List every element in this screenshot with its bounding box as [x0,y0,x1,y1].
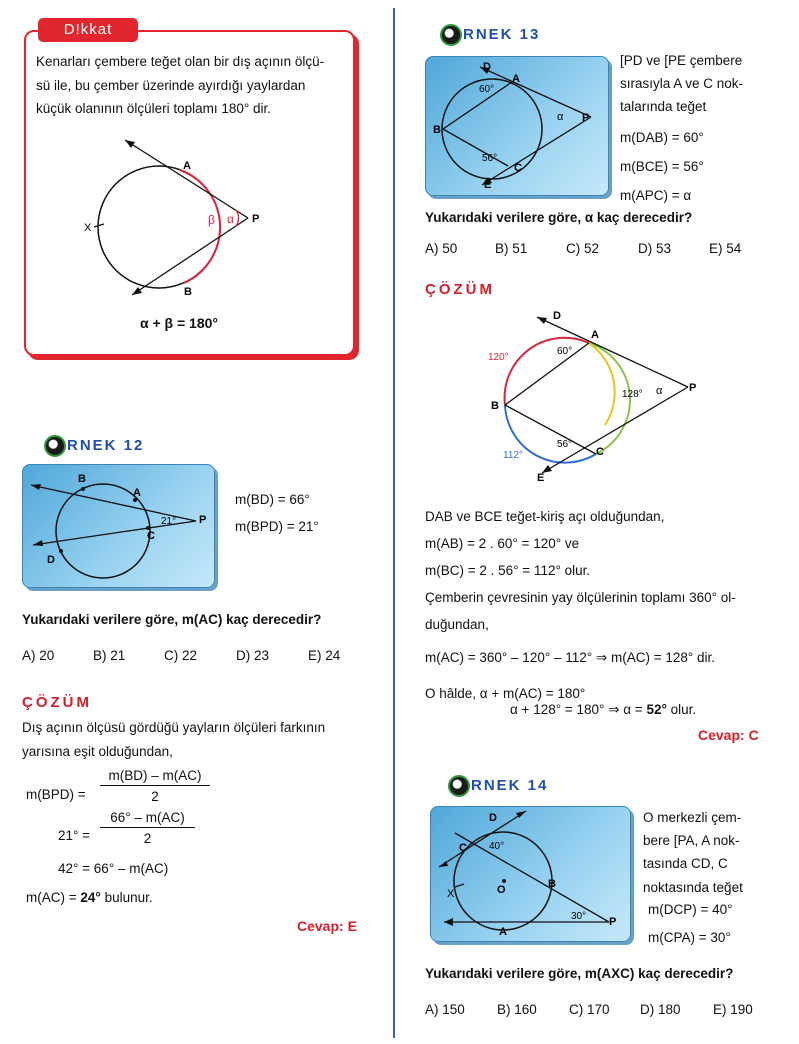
svg-text:D: D [483,61,491,73]
option-e[interactable]: E) 54 [709,241,742,256]
given-line: m(DAB) = 60° [620,130,704,145]
ornek13-desc [620,49,743,119]
dikkat-tangent-b [132,218,248,295]
svg-text:B: B [491,400,499,412]
cozum13-heading: ÇÖZÜM [425,281,495,298]
svg-text:P: P [689,382,697,394]
eq1-fraction [100,768,210,804]
cozum13-final: α + 128° = 180° ⇒ α = 52° olur. [510,702,697,717]
eq2-den: 2 [143,831,152,846]
svg-text:P: P [199,514,207,526]
eq4: m(AC) = 24° bulunur. [26,890,153,905]
svg-text:E: E [484,179,492,191]
cozum-line: yarısına eşit olduğundan, [22,743,173,759]
ornek12-question: Yukarıdaki verilere göre, m(AC) kaç derecedir? [22,612,322,627]
cozum-line: DAB ve BCE teğet-kiriş açı olduğundan, [425,509,665,524]
cozum-line: Çemberin çevresinin yay ölçülerinin toplamı 360° ol- [425,590,736,605]
svg-text:α: α [557,111,564,123]
desc-line: talarında teğet [620,99,707,115]
ornek-logo-icon [440,24,462,46]
svg-text:D: D [553,310,561,322]
ornek14-options [425,998,753,1022]
label-x: X [84,222,92,234]
svg-text:60°: 60° [557,346,573,357]
cozum-line: m(AC) = 360° – 120° – 112° ⇒ m(AC) = 128° dir. [425,650,716,665]
option-d[interactable]: D) 180 [640,1002,681,1017]
ornek12-options [22,644,340,668]
ornek13-figure-box [425,56,609,196]
eq2-fraction [100,810,195,846]
ornek13-heading: RNEK 13 [440,24,540,46]
arc-ab-red [505,338,589,405]
option-c[interactable]: C) 22 [164,648,198,663]
given-line: m(APC) = α [620,188,692,204]
arrow-icon [31,484,41,490]
eq1-den: 2 [151,789,159,804]
cozum12-text [22,716,325,763]
option-a[interactable]: A) 20 [22,648,55,663]
dikkat-line: küçük olanının ölçüleri toplamı 180° dir. [36,101,272,117]
svg-text:E: E [537,472,545,484]
ornek14-figure-box [430,806,631,942]
desc-line: sırasıyla A ve C nok- [620,76,744,92]
option-b[interactable]: B) 21 [93,648,126,663]
given-line: m(CPA) = 30° [648,929,731,945]
option-e[interactable]: E) 24 [308,648,341,663]
dikkat-tangent-a [125,140,248,218]
cozum-line: O hâlde, α + m(AC) = 180° [425,686,586,701]
label-p: P [252,213,260,225]
dikkat-line: Kenarları çembere teğet olan bir dış açının ölçü- [36,54,325,69]
given-line: m(DCP) = 40° [648,902,733,917]
arrow-icon [132,287,142,295]
ornek13-given [620,123,704,210]
eq3: 42° = 66° – m(AC) [58,861,169,876]
column-divider [393,8,395,1038]
svg-text:56°: 56° [557,439,573,450]
ornek12-figure-box [22,464,215,588]
svg-text:B: B [433,124,441,136]
ornek13-figure [426,57,608,195]
option-b[interactable]: B) 160 [497,1002,537,1017]
eq1-left: m(BPD) = [26,787,86,802]
dikkat-formula: α + β = 180° [140,315,219,331]
cozum-line: duğundan, [425,617,489,632]
ornek-logo-icon [448,775,470,797]
cozum13-figure [470,305,710,485]
ornek14-figure [431,807,630,941]
option-d[interactable]: D) 23 [236,648,270,663]
svg-text:α: α [656,385,663,397]
svg-text:60°: 60° [479,84,495,95]
ornek12-figure [23,465,214,587]
label-beta: β [208,213,215,227]
svg-text:D: D [47,554,55,566]
given-line: m(BPD) = 21° [235,519,319,534]
dikkat-figure [80,130,280,310]
svg-text:A: A [512,73,520,85]
svg-text:40°: 40° [489,841,505,852]
ornek12-heading: RNEK 12 [44,435,144,457]
given-line: m(BCE) = 56° [620,159,704,175]
label-alpha: α [227,212,234,226]
ornek12-given [235,486,319,540]
option-e[interactable]: E) 190 [713,1002,753,1017]
svg-text:21°: 21° [161,516,177,527]
arrow-icon [444,918,453,926]
svg-text:A: A [591,329,599,341]
eq2-num: 66° – m(AC) [100,810,195,828]
svg-text:A: A [133,487,141,499]
label-a: A [183,160,191,172]
cozum-line: Dış açının ölçüsü gördüğü yayların ölçüleri farkının [22,720,326,735]
eq1-num: m(BD) – m(AC) [100,768,210,786]
dikkat-text [36,50,346,121]
desc-line: O merkezli çem- [643,810,742,825]
cozum13-answer: Cevap: C [698,727,759,743]
svg-text:P: P [582,112,590,124]
arrow-icon [33,540,43,546]
cozum12-answer: Cevap: E [297,918,357,934]
svg-text:C: C [147,530,155,542]
given-line: m(BD) = 66° [235,492,310,507]
svg-text:A: A [499,926,507,938]
svg-text:O: O [497,884,506,896]
desc-line: tasında CD, C [643,856,728,872]
dikkat-line: sü ile, bu çember üzerinde ayırdığı yaylardan [36,77,306,93]
arrow-icon [537,317,547,324]
svg-text:X: X [447,888,455,900]
ornek13-options [425,237,741,261]
svg-text:C: C [596,446,604,458]
ornek14-heading: RNEK 14 [448,775,548,797]
arrow-icon [125,140,135,148]
cozum13-text [425,503,736,707]
cozum12-heading: ÇÖZÜM [22,694,92,711]
svg-text:30°: 30° [571,911,587,922]
svg-text:P: P [609,916,617,928]
ornek14-question: Yukarıdaki verilere göre, m(AXC) kaç derecedir? [425,966,734,981]
label-b: B [184,286,192,298]
ornek14-desc [643,806,743,899]
cozum-line: m(AB) = 2 . 60° = 120° ve [425,536,580,551]
option-a[interactable]: A) 150 [425,1002,465,1017]
dikkat-tab: D!kkat [38,18,138,42]
option-a[interactable]: A) 50 [425,241,458,256]
svg-text:B: B [548,878,556,890]
option-b[interactable]: B) 51 [495,241,528,256]
ornek14-given [648,896,733,951]
eq2-left: 21° = [58,828,91,843]
ornek13-question: Yukarıdaki verilere göre, α kaç derecedir? [425,210,693,225]
svg-text:56°: 56° [482,153,498,164]
desc-line: bere [PA, A nok- [643,833,740,849]
svg-text:128°: 128° [622,389,643,400]
svg-text:120°: 120° [488,352,509,363]
svg-text:C: C [514,162,522,174]
svg-text:D: D [489,812,497,824]
svg-text:C: C [459,842,467,854]
svg-text:112°: 112° [503,450,523,461]
cozum-line: m(BC) = 2 . 56° = 112° olur. [425,563,591,578]
option-c[interactable]: C) 170 [569,1002,610,1017]
desc-line: noktasında teğet [643,879,743,895]
desc-line: [PD ve [PE çembere [620,53,743,68]
ornek-logo-icon [44,435,66,457]
option-c[interactable]: C) 52 [566,241,600,256]
svg-text:B: B [78,473,86,485]
option-d[interactable]: D) 53 [638,241,672,256]
